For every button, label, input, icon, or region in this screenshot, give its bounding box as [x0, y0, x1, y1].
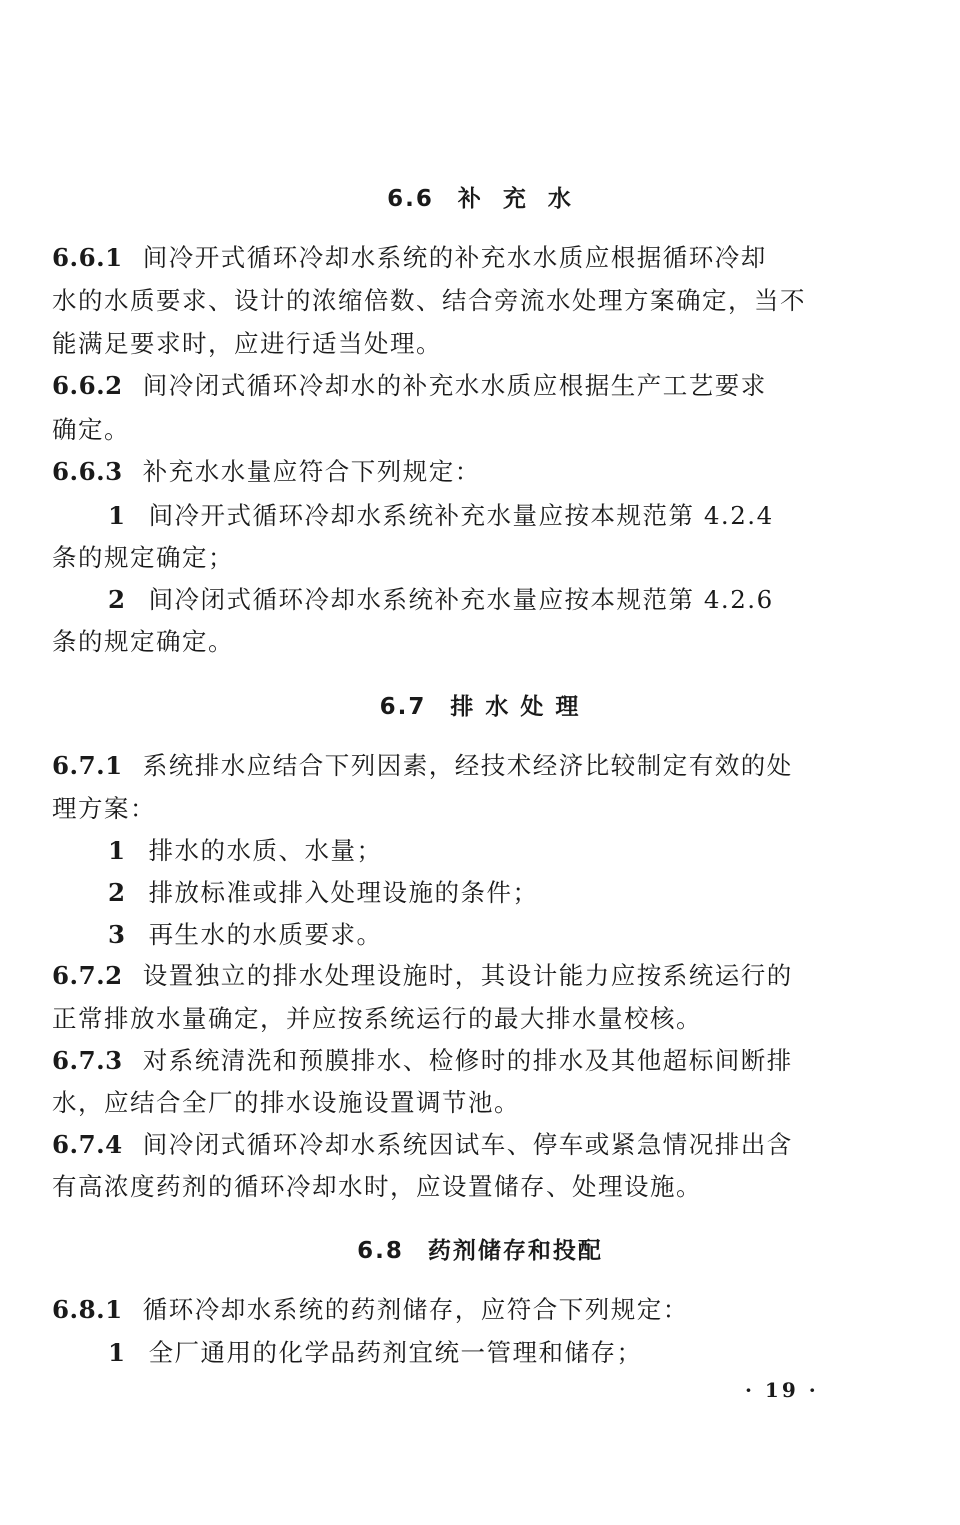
- item-text: 排水的水质、水量；: [148, 836, 383, 865]
- clause-6-6-1-line-3: 能满足要求时，应进行适当处理。: [52, 329, 442, 358]
- item-number: 2: [108, 585, 127, 614]
- section-title: 排 水 处 理: [450, 694, 581, 720]
- clause-text: 对系统清洗和预膜排水、检修时的排水及其他超标间断排: [142, 1046, 793, 1075]
- section-number: 6.7: [379, 694, 427, 720]
- item-6-7-1-1: [108, 831, 898, 871]
- item-number: 3: [108, 920, 127, 949]
- item-text: 间冷闭式循环冷却水系统补充水量应按本规范第 4.2.6: [148, 585, 774, 614]
- clause-number: 6.7.1: [52, 751, 123, 780]
- item-text: 间冷开式循环冷却水系统补充水量应按本规范第 4.2.4: [148, 501, 774, 530]
- clause-6-6-1-line-1: [52, 238, 842, 278]
- item-6-6-3-1-line-2: 条的规定确定；: [52, 543, 234, 572]
- item-6-6-3-2-line-1: [108, 580, 898, 620]
- item-text: 排放标准或排入处理设施的条件；: [148, 878, 539, 907]
- page-number: · 19 ·: [745, 1378, 819, 1402]
- section-title: 补 充 水: [457, 186, 573, 212]
- item-number: 2: [108, 878, 127, 907]
- clause-6-6-1-line-2: 水的水质要求、设计的浓缩倍数、结合旁流水处理方案确定，当不: [52, 286, 806, 315]
- clause-number: 6.6.1: [52, 243, 123, 272]
- clause-number: 6.7.2: [52, 961, 123, 990]
- item-6-6-3-1-line-1: [108, 496, 898, 536]
- clause-6-7-2-line-1: [52, 956, 842, 996]
- clause-6-7-4-line-2: 有高浓度药剂的循环冷却水时，应设置储存、处理设施。: [52, 1172, 702, 1201]
- item-6-6-3-2-line-2: 条的规定确定。: [52, 627, 234, 656]
- clause-number: 6.8.1: [52, 1295, 123, 1324]
- clause-6-7-1-line-2: 理方案：: [52, 794, 156, 823]
- clause-number: 6.6.2: [52, 371, 123, 400]
- clause-text: 循环冷却水系统的药剂储存，应符合下列规定：: [142, 1295, 689, 1324]
- clause-text: 间冷开式循环冷却水系统的补充水水质应根据循环冷却: [142, 243, 767, 272]
- section-title: 药剂储存和投配: [427, 1238, 603, 1264]
- clause-6-7-3-line-2: 水，应结合全厂的排水设施设置调节池。: [52, 1088, 520, 1117]
- clause-text: 间冷闭式循环冷却水系统因试车、停车或紧急情况排出含: [142, 1130, 793, 1159]
- section-number: 6.8: [357, 1238, 404, 1264]
- clause-text: 间冷闭式循环冷却水的补充水水质应根据生产工艺要求: [142, 371, 767, 400]
- clause-6-7-4-line-1: [52, 1125, 842, 1165]
- clause-6-6-2-line-2: 确定。: [52, 415, 130, 444]
- item-number: 1: [108, 501, 127, 530]
- clause-number: 6.7.4: [52, 1130, 123, 1159]
- section-number: 6.6: [387, 186, 434, 212]
- item-6-7-1-2: [108, 873, 898, 913]
- clause-6-6-2-line-1: [52, 366, 842, 406]
- section-heading-6-8: [0, 1232, 960, 1265]
- item-6-8-1-1: [108, 1333, 898, 1373]
- clause-6-8-1-line-1: [52, 1290, 842, 1330]
- clause-6-7-1-line-1: [52, 746, 842, 786]
- item-text: 全厂通用的化学品药剂宜统一管理和储存；: [148, 1338, 643, 1367]
- section-heading-6-7: [0, 688, 960, 721]
- clause-number: 6.6.3: [52, 457, 123, 486]
- item-text: 再生水的水质要求。: [148, 920, 383, 949]
- section-heading-6-6: [0, 180, 960, 213]
- item-6-7-1-3: [108, 915, 898, 955]
- clause-number: 6.7.3: [52, 1046, 123, 1075]
- clause-text: 补充水水量应符合下列规定：: [142, 457, 481, 486]
- clause-6-6-3-line-1: [52, 452, 842, 492]
- clause-text: 设置独立的排水处理设施时，其设计能力应按系统运行的: [142, 961, 793, 990]
- item-number: 1: [108, 836, 127, 865]
- clause-6-7-2-line-2: 正常排放水量确定，并应按系统运行的最大排水量校核。: [52, 1004, 702, 1033]
- clause-6-7-3-line-1: [52, 1041, 842, 1081]
- item-number: 1: [108, 1338, 127, 1367]
- clause-text: 系统排水应结合下列因素，经技术经济比较制定有效的处: [142, 751, 793, 780]
